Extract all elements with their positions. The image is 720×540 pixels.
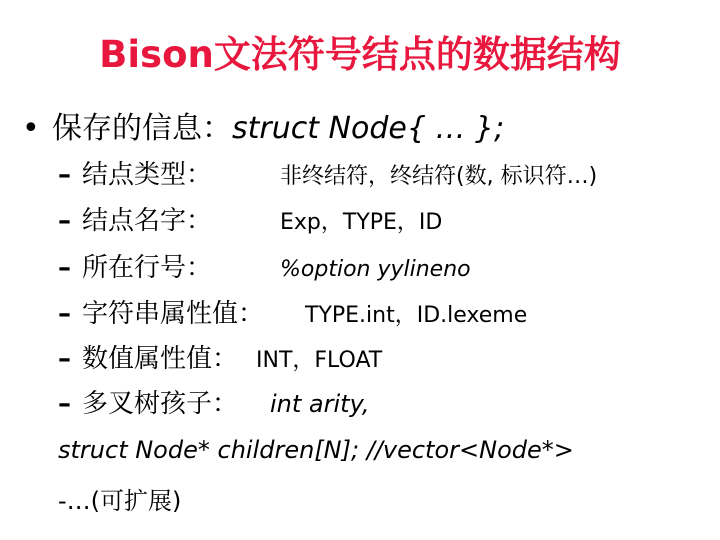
item-value: int arity, <box>270 390 370 418</box>
slide-title: Bison文法符号结点的数据结构 <box>99 33 621 76</box>
dash-marker: – <box>58 389 71 419</box>
bullet-label: 保存的信息： <box>52 111 232 146</box>
item-string-attr <box>58 294 527 334</box>
item-value: TYPE.int，ID.lexeme <box>305 303 528 328</box>
item-value: %option yylineno <box>280 257 471 282</box>
bullet-code: struct Node{ … }; <box>232 111 505 146</box>
item-tree-children <box>58 384 370 424</box>
bullet-marker: • <box>22 111 40 146</box>
item-line-number <box>58 248 471 288</box>
item-label: 多叉树孩子： <box>82 389 239 419</box>
item-node-name <box>58 201 442 241</box>
extensible-note: -…(可扩展) <box>58 487 182 515</box>
item-node-type <box>58 155 597 195</box>
item-label: 结点类型： <box>82 160 213 190</box>
item-label: 所在行号： <box>82 253 213 283</box>
dash-marker: – <box>58 253 71 283</box>
dash-marker: – <box>58 299 71 329</box>
item-value: INT，FLOAT <box>256 348 383 373</box>
item-value: Exp，TYPE，ID <box>280 210 443 235</box>
item-numeric-attr <box>58 339 382 379</box>
item-label: 字符串属性值： <box>82 299 265 329</box>
item-label: 数值属性值： <box>82 344 239 374</box>
dash-marker: – <box>58 344 71 374</box>
item-label: 结点名字： <box>82 206 213 236</box>
children-declaration: struct Node* children[N]; //vector<Node*> <box>58 436 574 464</box>
dash-marker: – <box>58 206 71 236</box>
dash-marker: – <box>58 160 71 190</box>
item-value: 非终结符，终结符(数, 标识符…) <box>280 164 598 189</box>
bullet-saved-info <box>22 103 504 147</box>
